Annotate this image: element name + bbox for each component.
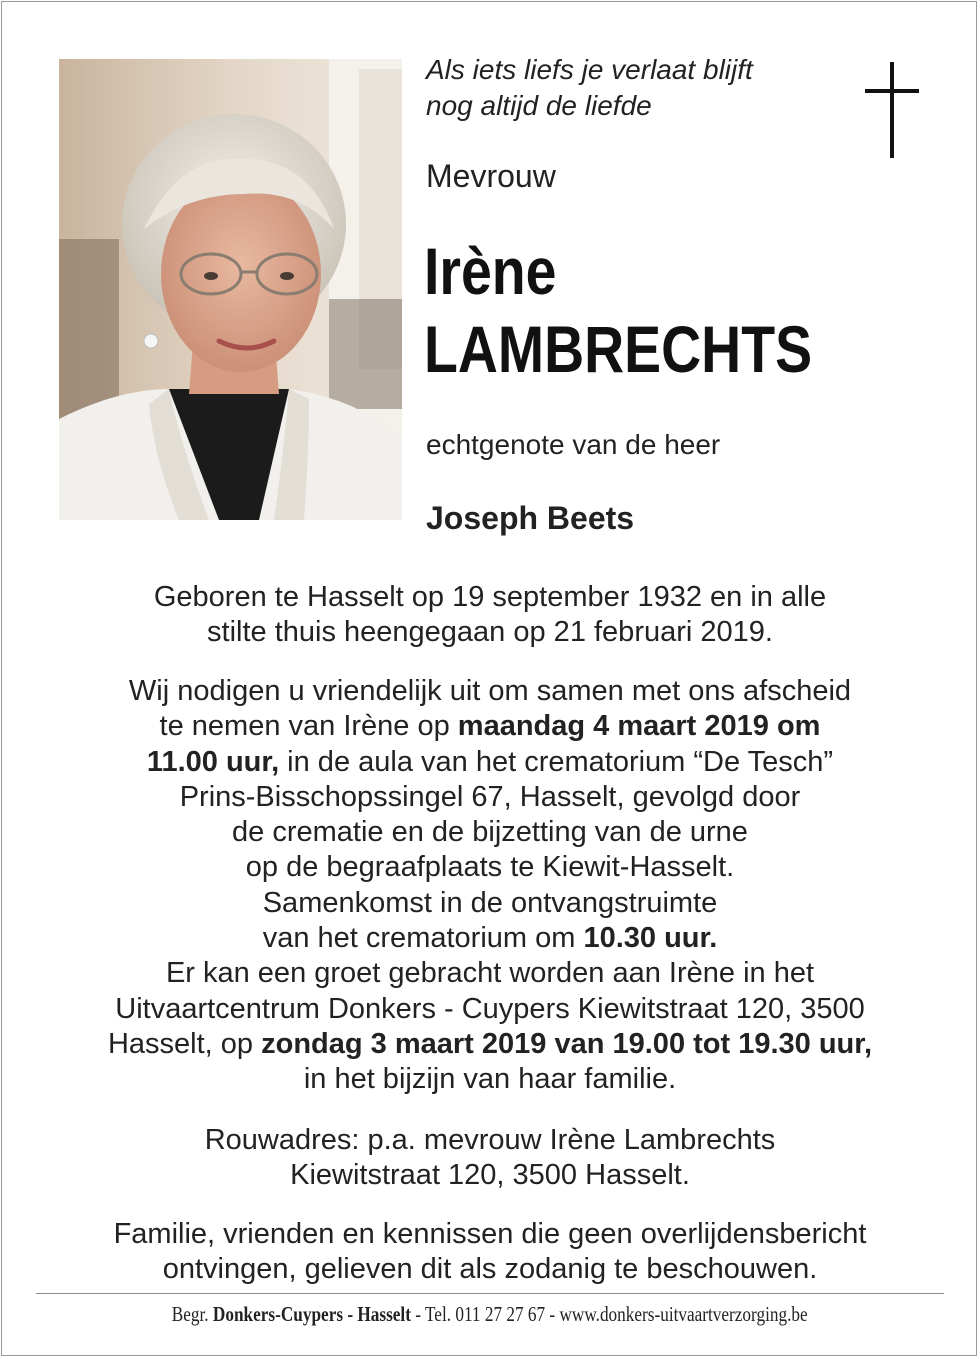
text-span: van het crematorium om xyxy=(262,922,584,955)
text-line xyxy=(40,709,940,744)
text-span: te nemen van Irène op xyxy=(159,710,458,743)
text-line: Samenkomst in de ontvangstruimte xyxy=(262,886,718,919)
text-line xyxy=(40,745,940,780)
deceased-last-name: LAMBRECHTS xyxy=(424,312,813,386)
text-line xyxy=(40,1027,940,1062)
text-line: op de begraafplaats te Kiewit-Hasselt. xyxy=(245,851,735,884)
text-line: Wij nodigen u vriendelijk uit om samen met ons afscheid xyxy=(128,675,852,707)
portrait-photo xyxy=(59,59,402,520)
text-line: Rouwadres: p.a. mevrouw Irène Lambrechts xyxy=(204,1124,776,1156)
text-line: de crematie en de bijzetting van de urne xyxy=(232,816,748,849)
motto-quote xyxy=(426,52,753,124)
deceased-name xyxy=(424,232,812,388)
footer-divider xyxy=(36,1293,944,1294)
ceremony-date: maandag 4 maart 2019 om xyxy=(457,710,821,743)
text-line: stilte thuis heengegaan op 21 februari 2019. xyxy=(207,616,773,649)
spouse-label: echtgenote van de heer xyxy=(426,429,721,460)
mourning-address xyxy=(40,1123,940,1194)
text-line: Familie, vrienden en kennissen die geen overlijdensbericht xyxy=(113,1218,867,1250)
text-line: Geboren te Hasselt op 19 september 1932 en in alle xyxy=(153,581,827,613)
text-line xyxy=(40,921,940,956)
spouse-name: Joseph Beets xyxy=(426,500,635,536)
visitation-datetime: zondag 3 maart 2019 van 19.00 tot 19.30 uur, xyxy=(261,1027,873,1060)
text-line: Kiewitstraat 120, 3500 Hasselt. xyxy=(290,1159,690,1192)
motto-line-2: nog altijd de liefde xyxy=(426,90,652,121)
footer-contact: - Tel. 011 27 27 67 - www.donkers-uitvaartverzorging.be xyxy=(411,1302,808,1326)
funeral-home-name: Donkers-Cuypers - Hasselt xyxy=(213,1302,412,1326)
text-line: in het bijzijn van haar familie. xyxy=(303,1063,677,1096)
footer-text xyxy=(172,1302,808,1327)
text-line: Uitvaartcentrum Donkers - Cuypers Kiewitstraat 120, 3500 xyxy=(115,992,865,1025)
deceased-first-name: Irène xyxy=(424,234,557,308)
text-span: in de aula van het crematorium “De Tesch” xyxy=(279,745,834,778)
motto-line-1: Als iets liefs je verlaat blijft xyxy=(426,54,753,85)
gathering-time: 10.30 uur. xyxy=(583,922,718,955)
ceremony-time: 11.00 uur, xyxy=(146,745,280,778)
text-line: Er kan een groet gebracht worden aan Irène in het xyxy=(165,957,815,990)
text-line: ontvingen, gelieven dit als zodanig te beschouwen. xyxy=(162,1253,818,1286)
text-line: Prins-Bisschopssingel 67, Hasselt, gevolgd door xyxy=(179,780,801,813)
honorific: Mevrouw xyxy=(426,158,556,194)
cross-icon xyxy=(862,62,922,158)
closing-note xyxy=(40,1217,940,1288)
invitation-paragraph xyxy=(40,674,940,1098)
birth-death-paragraph xyxy=(40,580,940,651)
funeral-home-footer xyxy=(0,1302,980,1327)
footer-prefix: Begr. xyxy=(172,1302,214,1326)
text-span: Hasselt, op xyxy=(107,1027,262,1060)
